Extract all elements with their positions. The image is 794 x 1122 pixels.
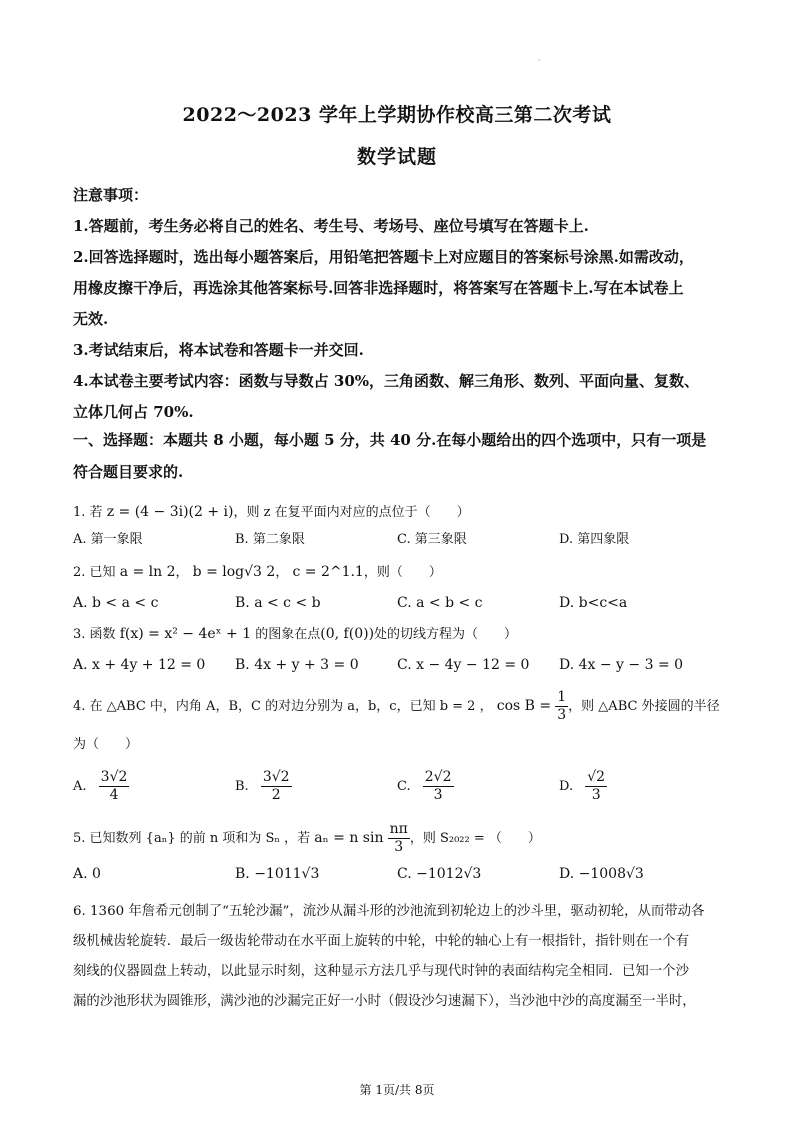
- fraction-denominator: 3: [557, 707, 567, 723]
- note-line: 无效.: [73, 310, 109, 328]
- option-b: B. −1011√3: [235, 866, 320, 882]
- q6-line: 6. 1360 年詹希元创制了“五轮沙漏”，流沙从漏斗形的沙池流到初轮边上的沙斗里，驱动初轮，从而带动各: [73, 904, 705, 919]
- q4-cos-fraction: [555, 689, 568, 724]
- q1-expression: z = (4 − 3i)(2 + i): [106, 504, 234, 520]
- q4-cos: cos B =: [496, 698, 552, 714]
- note-line: 立体几何占 70%.: [73, 403, 194, 421]
- q3-mid: 的图象在点: [255, 627, 321, 642]
- option-b: [235, 769, 397, 804]
- q3-prefix: 3. 函数: [73, 627, 116, 642]
- option-d: [559, 769, 721, 804]
- option-a: A. 第一象限: [73, 532, 143, 547]
- q1-options: [73, 531, 733, 549]
- exam-title: 2022～2023 学年上学期协作校高三第二次考试: [182, 104, 612, 126]
- q4-text: ，则 △ABC 外接圆的半径: [568, 699, 720, 714]
- option-b: B. 第二象限: [235, 532, 305, 547]
- q4-text: 为（ ）: [73, 737, 139, 752]
- option-b: B. 4x + y + 3 = 0: [235, 657, 359, 673]
- q5-expression: aₙ = n sin: [314, 830, 384, 846]
- page-number: 第 1页/共 8页: [359, 1083, 435, 1097]
- option-c: [397, 769, 559, 804]
- note-line: 用橡皮擦干净后，再选涂其他答案标号.回答非选择题时，将答案写在答题卡上.写在本试卷上: [73, 279, 684, 297]
- q6-line: 漏的沙池形状为圆锥形，满沙池的沙漏完正好一小时（假设沙匀速漏下），当沙池中沙的高度漏至一半时，: [73, 994, 696, 1009]
- question-1: [73, 500, 733, 549]
- option-a: A. b < a < c: [73, 595, 159, 611]
- option-c: C. 第三象限: [397, 532, 467, 547]
- question-5: [73, 818, 733, 883]
- option-fraction: [99, 769, 130, 804]
- q2-a: a = ln 2: [119, 564, 176, 580]
- option-d: D. b<c<a: [559, 595, 628, 611]
- option-label: B.: [235, 779, 249, 794]
- q3-tail: 处的切线方程为（ ）: [374, 627, 518, 642]
- note-line: 1.答题前，考生务必将自己的姓名、考生号、考场号、座位号填写在答题卡上.: [73, 217, 589, 235]
- question-4: [73, 686, 733, 804]
- option-label: D.: [559, 779, 574, 794]
- fraction-numerator: √2: [587, 769, 606, 785]
- q2-c: c = 2^1.1: [292, 564, 364, 580]
- option-label: C.: [397, 779, 411, 794]
- q2-tail: ，则（ ）: [363, 565, 442, 580]
- option-c: C. a < b < c: [397, 595, 483, 611]
- option-d: D. −1008√3: [559, 866, 644, 882]
- fraction-denominator: 3: [591, 787, 601, 803]
- q5-text: ，则 S₂₀₂₂ = （ ）: [409, 831, 541, 846]
- q4-text: 4. 在 △ABC 中，内角 A，B，C 的对边分别为 a，b，c，已知 b = 2 ，: [73, 699, 493, 714]
- exam-subtitle: 数学试题: [356, 146, 437, 168]
- q3-options: [73, 656, 733, 674]
- option-a: A. 0: [73, 866, 101, 882]
- fraction-numerator: 3√2: [262, 769, 290, 785]
- option-label: A.: [73, 779, 87, 794]
- option-c: C. x − 4y − 12 = 0: [397, 657, 530, 673]
- note-line: 3.考试结束后，将本试卷和答题卡一并交回.: [73, 341, 364, 359]
- q1-prefix: 1. 若: [73, 505, 103, 520]
- q5-fraction: [388, 821, 410, 856]
- q4-options: [73, 769, 733, 804]
- fraction-numerator: nπ: [389, 821, 408, 837]
- q3-expression: f(x) = x² − 4eˣ + 1: [119, 626, 252, 642]
- question-3: [73, 622, 733, 674]
- q6-line: 级机械齿轮旋转．最后一级齿轮带动在水平面上旋转的中轮，中轮的轴心上有一根指针，指针则在一个有: [73, 934, 689, 949]
- note-line: 2.回答选择题时，选出每小题答案后，用铅笔把答题卡上对应题目的答案标号涂黑.如需改动，: [73, 248, 694, 266]
- question-6: [73, 897, 735, 1017]
- q2-prefix: 2. 已知: [73, 565, 116, 580]
- fraction-numerator: 2√2: [424, 769, 452, 785]
- fraction-denominator: 2: [271, 787, 281, 803]
- q1-tail: ，则 z 在复平面内对应的点位于（ ）: [233, 505, 470, 520]
- notes-section: [73, 180, 733, 428]
- notes-heading: 注意事项：: [73, 186, 149, 204]
- note-line: 4.本试卷主要考试内容：函数与导数占 30%，三角函数、解三角形、数列、平面向量、复数、: [73, 372, 700, 390]
- fraction-denominator: 3: [433, 787, 443, 803]
- option-c: C. −1012√3: [397, 866, 482, 882]
- scan-dot: ·: [538, 56, 541, 65]
- q2-options: [73, 594, 733, 612]
- fraction-numerator: 1: [557, 689, 567, 705]
- q2-b: b = log√3 2: [192, 564, 276, 580]
- q5-text: 5. 已知数列 {aₙ} 的前 n 项和为 Sₙ ，若: [73, 831, 311, 846]
- option-a: A. x + 4y + 12 = 0: [73, 657, 206, 673]
- q6-line: 刻线的仪器圆盘上转动，以此显示时刻，这种显示方法几乎与现代时钟的表面结构完全相同．已知一个沙: [73, 964, 689, 979]
- option-d: D. 第四象限: [559, 532, 630, 547]
- option-a: [73, 769, 235, 804]
- question-2: 2. 已知 a = ln 2， b = log√3 2， c = 2^1.1，则（ ） A. b < a < c B. a < c < b C. a < b < c D. b<c<a: [73, 560, 733, 612]
- option-fraction: [261, 769, 292, 804]
- q3-point: (0, f(0)): [320, 626, 375, 642]
- section-line: 符合题目要求的.: [73, 463, 184, 481]
- section-line: 一、选择题：本题共 8 小题，每小题 5 分，共 40 分.在每小题给出的四个选项中，只有一项是: [73, 431, 707, 449]
- fraction-numerator: 3√2: [100, 769, 128, 785]
- option-fraction: [585, 769, 607, 804]
- q5-options: [73, 865, 733, 883]
- option-b: B. a < c < b: [235, 595, 321, 611]
- option-fraction: [423, 769, 454, 804]
- option-d: D. 4x − y − 3 = 0: [559, 657, 684, 673]
- section-heading: [73, 424, 733, 488]
- fraction-denominator: 3: [394, 839, 404, 855]
- fraction-denominator: 4: [109, 787, 119, 803]
